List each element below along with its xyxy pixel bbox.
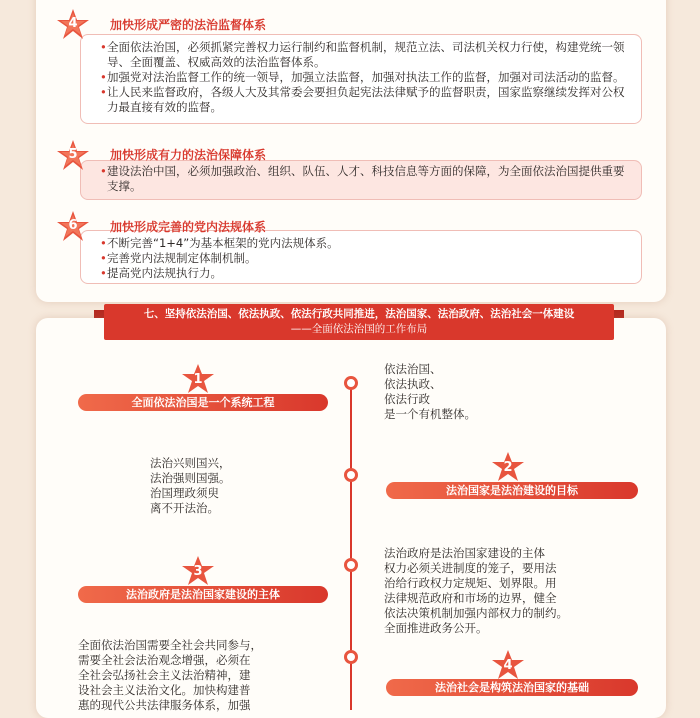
section-6-body — [100, 236, 630, 281]
text-line: 全面依法治国需要全社会共同参与， — [78, 638, 262, 652]
text-line: 治给行政权力定规矩、划界限。用 — [384, 576, 557, 590]
list-item: • 不断完善“1+4”为基本框架的党内法规体系。 — [100, 236, 630, 251]
timeline-2-label: 法治国家是法治建设的目标 — [386, 482, 638, 499]
timeline-1-text — [384, 362, 476, 422]
section-6-title: 加快形成完善的党内法规体系 — [110, 220, 267, 234]
timeline-1-label: 全面依法治国是一个系统工程 — [78, 394, 328, 411]
list-item: • 建设法治中国，必须加强政治、组织、队伍、人才、科技信息等方面的保障，为全面依法治国提供重要支撑。 — [100, 164, 630, 194]
timeline-3-badge — [178, 556, 218, 586]
list-item: • 让人民来监督政府，各级人大及其常委会要担负起宪法法律赋予的监督职责，国家监察继续发挥对公权力最直接有效的监督。 — [100, 85, 630, 115]
text-line: 依法治国、 — [384, 362, 442, 376]
section-5-title: 加快形成有力的法治保障体系 — [110, 148, 267, 162]
section-6-number: 6 — [68, 218, 78, 233]
timeline-dot — [344, 558, 358, 572]
section-5-body — [100, 164, 630, 194]
timeline-3-label: 法治政府是法治国家建设的主体 — [78, 586, 328, 603]
section-6-badge — [56, 210, 98, 244]
timeline-1-badge — [178, 364, 218, 394]
section-4-title: 加快形成严密的法治监督体系 — [110, 18, 267, 32]
text-line: 惠的现代公共法律服务体系，加强 — [78, 698, 251, 712]
timeline-2-badge — [488, 452, 528, 482]
timeline-4-number: 4 — [503, 658, 513, 673]
timeline-3-number: 3 — [193, 564, 203, 579]
text-line: 全面推进政务公开。 — [384, 621, 488, 635]
section-4-badge — [56, 8, 98, 42]
text-line: 法治兴则国兴， — [150, 456, 231, 470]
text-line: 法治强则国强。 — [150, 471, 231, 485]
section-7-banner — [104, 304, 614, 340]
timeline-4-text — [78, 638, 262, 713]
list-item: • 提高党内法规执行力。 — [100, 266, 630, 281]
text-line: 依法行政 — [384, 392, 430, 406]
section-5-number: 5 — [68, 147, 78, 162]
timeline-dot — [344, 468, 358, 482]
text-line: 权力必须关进制度的笼子，要用法 — [384, 561, 557, 575]
timeline-4-label: 法治社会是构筑法治国家的基础 — [386, 679, 638, 696]
text-line: 设社会主义法治文化。加快构建普 — [78, 683, 251, 697]
section-4-number: 4 — [68, 16, 78, 31]
text-line: 需要全社会法治观念增强，必须在 — [78, 653, 251, 667]
timeline-dot — [344, 376, 358, 390]
timeline-2-text — [150, 456, 231, 516]
text-line: 全社会弘扬社会主义法治精神，建 — [78, 668, 251, 682]
text-line: 治国理政须臾 — [150, 486, 219, 500]
text-line: 法律规范政府和市场的边界，健全 — [384, 591, 557, 605]
timeline-1-number: 1 — [193, 372, 203, 387]
list-item: • 全面依法治国，必须抓紧完善权力运行制约和监督机制，规范立法、司法机关权力行使，构建党统一领导、全面覆盖、权威高效的法治监督体系。 — [100, 40, 630, 70]
banner-subtitle: ——全面依法治国的工作布局 — [290, 323, 428, 335]
timeline-4-badge — [488, 650, 528, 680]
timeline-dot — [344, 650, 358, 664]
section-4-body — [100, 40, 630, 115]
text-line: 是一个有机整体。 — [384, 407, 476, 421]
list-item: • 加强党对法治监督工作的统一领导，加强立法监督，加强对执法工作的监督，加强对司法活动的监督。 — [100, 70, 630, 85]
timeline-2-number: 2 — [503, 460, 513, 475]
text-line: 法治政府是法治国家建设的主体 — [384, 546, 545, 560]
timeline-3-text — [384, 546, 568, 636]
text-line: 依法决策机制加强内部权力的制约。 — [384, 606, 568, 620]
banner-title: 七、坚持依法治国、依法执政、依法行政共同推进，法治国家、法治政府、法治社会一体建设 — [143, 308, 575, 320]
section-5-badge — [56, 139, 98, 173]
list-item: • 完善党内法规制定体制机制。 — [100, 251, 630, 266]
text-line: 离不开法治。 — [150, 501, 219, 515]
text-line: 依法执政、 — [384, 377, 442, 391]
